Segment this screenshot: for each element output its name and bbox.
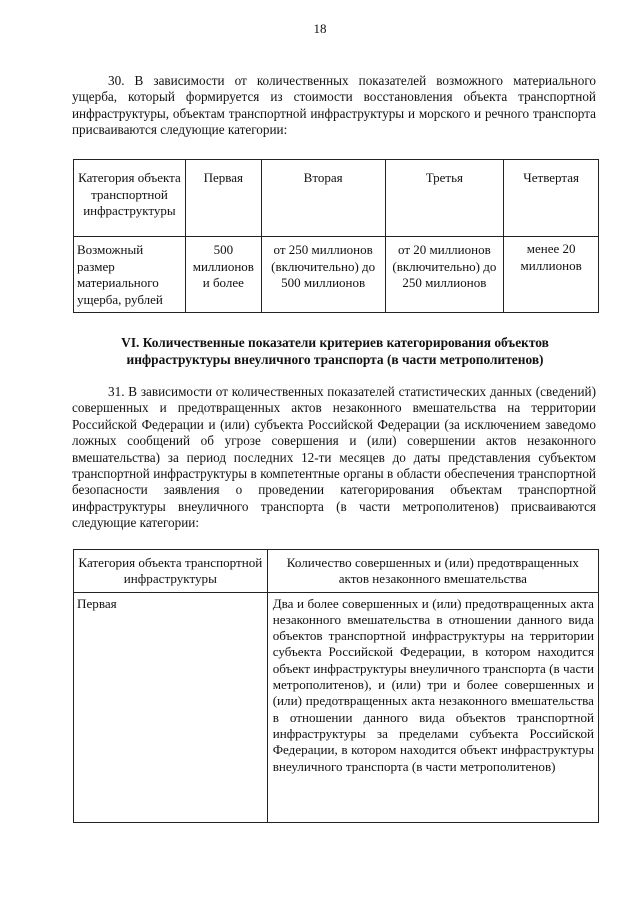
interference-category-table — [73, 549, 599, 823]
table-row — [74, 237, 599, 313]
table-cell-second: от 250 миллионов (включительно) до 500 миллионов — [261, 237, 385, 313]
table-cell-third: от 20 миллионов (включительно) до 250 миллионов — [385, 237, 504, 313]
column-header-third: Третья — [385, 160, 504, 237]
section-heading: VI. Количественные показатели критериев категорирования объектов инфраструктуры внеуличного транспорта (в части метрополитенов) — [121, 335, 549, 367]
table-header-row — [74, 550, 599, 593]
table-cell-first: 500 миллионов и более — [185, 237, 261, 313]
table-cell-category: Первая — [74, 592, 268, 822]
page-number: 18 — [313, 21, 327, 36]
damage-category-table — [73, 159, 599, 313]
column-header-second: Вторая — [261, 160, 385, 237]
table-cell-row-label: Возможный размер материального ущерба, рублей — [74, 237, 186, 313]
table-row — [74, 592, 599, 822]
column-header-category: Категория объекта транспортной инфраструктуры — [74, 550, 268, 593]
column-header-first: Первая — [185, 160, 261, 237]
column-header-acts-count: Количество совершенных и (или) предотвращенных актов незаконного вмешательства — [267, 550, 598, 593]
table-cell-fourth: менее 20 миллионов — [504, 237, 599, 313]
column-header-fourth: Четвертая — [504, 160, 599, 237]
table-cell-criteria: Два и более совершенных и (или) предотвращенных акта незаконного вмешательства в отношении данного вида объектов транспортной инфраструктуры на территории субъекта Российской Федерации, в котором находится объект инфраструктуры внеуличного транспорта (в части метрополитенов), и (или) три и более совершенных и (или) предотвращенных акта незаконного вмешательства в отношении данного вида объектов транспортной инфраструктуры за пределами субъекта Российской Федерации, в котором находится объект инфраструктуры внеуличного транспорта (в части метрополитенов) — [267, 592, 598, 822]
table-header-row — [74, 160, 599, 237]
column-header-category: Категория объекта транспортной инфраструктуры — [74, 160, 186, 237]
paragraph-30: 30. В зависимости от количественных показателей возможного материального ущерба, который формируется из стоимости восстановления объекта транспортной инфраструктуры, объектам транспортной инфраструктуры и морского и речного транспорта присваиваются следующие категории: — [72, 73, 596, 138]
paragraph-31: 31. В зависимости от количественных показателей статистических данных (сведений) совершенных и предотвращенных актов незаконного вмешательства на территории Российской Федерации и (или) субъекта Российской Федерации (за исключением заведомо ложных сообщений об угрозе совершения и (или) совершении актов незаконного вмешательства) за период последних 12-ти месяцев до даты представления субъектом транспортной инфраструктуры в компетентные органы в области обеспечения транспортной безопасности заявления о проведении категорирования объектам транспортной инфраструктуры внеуличного транспорта (в части метрополитенов) присваиваются следующие категории: — [72, 384, 596, 531]
